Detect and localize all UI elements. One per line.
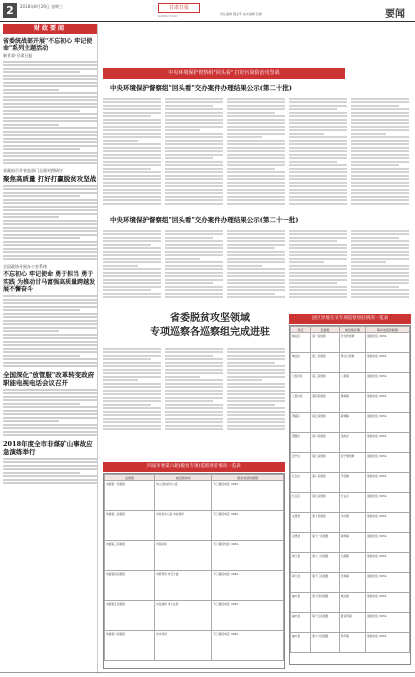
cell-town: 平安镇 [339,473,365,493]
cell-town: 树屏镇 [339,533,365,553]
cell-group: 第九巡察组 [311,493,340,513]
table-right-grid [290,326,410,653]
cell-phone: 值班电话: 0931- [365,493,409,513]
article-2 [3,168,97,260]
article-4 [3,371,97,436]
article-3-body [3,295,97,367]
table-row [291,633,410,653]
env-banner: 中央环境保护督察组"回头看" 打好污染防治攻坚战 [103,68,345,79]
cell-contact: 专门值班电话: 0931- [212,511,284,541]
cell-county: 皋兰县 [291,553,311,573]
cell-group: 市委第一巡察组 [105,481,155,511]
table-row [291,553,410,573]
cell-phone: 值班电话: 0931- [365,373,409,393]
table-right-title: 县区异地交叉专项巡察进驻情况一览表 [289,314,411,324]
th-group: 巡察组 [311,327,340,333]
table-row [291,573,410,593]
notice-1-col-3 [227,96,285,206]
notice-2-col-5 [351,228,409,300]
cell-phone: 值班电话: 0931- [365,593,409,613]
article-2-body [3,185,97,261]
notice-1-col-1 [103,96,161,206]
cell-county: 西固区 [291,413,311,433]
cell-group: 第十巡察组 [311,513,340,533]
notice-2-col-4 [289,228,347,300]
left-ribbon: 财政要闻 [3,24,97,34]
table-row [291,593,410,613]
table-row [291,433,410,453]
article-5-title: 2018年度全市非煤矿山事故应急演练举行 [3,440,93,456]
cell-phone: 值班电话: 0931- [365,613,409,633]
cell-phone: 值班电话: 0931- [365,433,409,453]
paper-subtitle: GANSU DAILY [158,14,178,18]
article-1-body [3,61,97,165]
cell-group: 第四巡察组 [311,393,340,413]
article-5-body [3,458,97,485]
cell-county: 榆中县 [291,613,311,633]
footer-divider [0,672,415,673]
cell-county: 永登县 [291,533,311,553]
header-divider [0,21,415,22]
notice-1-col-4 [289,96,347,206]
notice-1-col-2 [165,96,223,206]
th-county: 县区 [291,327,311,333]
cell-group: 第二巡察组 [311,353,340,373]
cell-group: 第十五巡察组 [311,613,340,633]
cell-county: 红古区 [291,493,311,513]
cell-group: 第十二巡察组 [311,553,340,573]
cell-phone: 值班电话: 0931- [365,393,409,413]
article-4-title: 全国深化"放管服"改革转变政府职能电视电话会议召开 [3,371,95,387]
article-5 [3,440,97,484]
cell-phone: 值班电话: 0931- [365,353,409,373]
cell-town: 青白石街道 [339,353,365,373]
cell-group: 第六巡察组 [311,433,340,453]
th-town: 被巡察乡镇 [339,327,365,333]
cell-phone: 值班电话: 0931- [365,473,409,493]
table-row [291,413,410,433]
cell-county: 永登县 [291,513,311,533]
cell-group: 第十一巡察组 [311,533,340,553]
cell-phone: 值班电话: 0931- [365,333,409,353]
cell-contact: 专门值班电话: 0931- [212,631,284,661]
table-row [291,353,410,373]
editor-line: 责任编辑 魏亚军 美术编辑 张静 [220,12,262,16]
cell-town: 八里镇 [339,373,365,393]
cell-town: 夏官营镇 [339,613,365,633]
cell-group: 第八巡察组 [311,473,340,493]
article-1-title: 省委统战部开展"不忘初心 牢记使命"系列主题活动 [3,38,93,52]
cell-county: 安宁区 [291,453,311,473]
main-article-col-1 [103,346,161,432]
cell-town: 黄峪镇 [339,393,365,413]
cell-town: 和平镇 [339,633,365,653]
cell-group: 市委第六巡察组 [105,631,155,661]
table-left-grid [104,474,284,661]
cell-county: 七里河区 [291,373,311,393]
cell-county: 榆中县 [291,633,311,653]
table-left-title: 四届市委第六轮(脱贫专项)巡察进驻情况一览表 [103,462,285,472]
cell-unit: 市教育局 市卫计委 [155,571,212,601]
cell-phone: 值班电话: 0931- [365,533,409,553]
article-4-body [3,389,97,437]
main-headline [115,312,305,340]
cell-phone: 值班电话: 0931- [365,513,409,533]
table-row [105,571,284,601]
cell-phone: 值班电话: 0931- [365,553,409,573]
cell-town: 城关镇 [339,593,365,613]
cell-group: 第十六巡察组 [311,633,340,653]
cell-group: 市委第四巡察组 [105,571,155,601]
cell-group: 第五巡察组 [311,413,340,433]
cell-town: 伏龙坪街道 [339,333,365,353]
main-headline-line-1: 省委脱贫攻坚领域 [170,313,250,324]
cell-phone: 值班电话: 0931- [365,633,409,653]
th-inspection-group: 巡察组 [105,475,155,481]
cell-town: 红古乡 [339,493,365,513]
cell-county: 红古区 [291,473,311,493]
cell-contact: 专门值班电话: 0931- [212,541,284,571]
cell-county: 城关区 [291,353,311,373]
cell-group: 第七巡察组 [311,453,340,473]
cell-contact: 专门值班电话: 0931- [212,571,284,601]
cell-phone: 值班电话: 0931- [365,453,409,473]
cell-group: 市委第三巡察组 [105,541,155,571]
cell-town: 新城镇 [339,413,365,433]
table-row [291,613,410,633]
main-article-col-2 [165,346,223,432]
paper-masthead: 甘肃日报 [158,3,200,13]
table-row [105,601,284,631]
cell-unit: 市人民政府办公室 [155,481,212,511]
article-3-kicker: 全国政协开展办公室系统 [3,264,47,269]
main-article-col-3 [227,346,285,432]
table-row [291,393,410,413]
cell-unit: 市扶贫办公室 市农牧局 [155,511,212,541]
cell-town: 金沟乡 [339,433,365,453]
cell-group: 第一巡察组 [311,333,340,353]
article-1 [3,38,97,164]
table-left [103,473,285,669]
notice-1-col-5 [351,96,409,206]
cell-group: 第三巡察组 [311,373,340,393]
cell-group: 市委第五巡察组 [105,601,155,631]
article-3-title: 不忘初心 牢记使命 勇于担当 勇于实践 为推动甘马富强高质量跨越发展不懈奋斗 [3,271,96,293]
th-inspected-unit: 被巡察单位 [155,475,212,481]
cell-contact: 专门值班电话: 0931- [212,481,284,511]
date-line: 2018年8月29日 星期三 [20,4,64,9]
table-row [291,373,410,393]
table-row [291,473,410,493]
th-phone: 联系电话和邮箱 [365,327,409,333]
main-headline-line-2: 专项巡察各巡察组完成进驻 [150,327,270,338]
article-1-byline: 新甘肃·甘肃日报 [3,53,33,58]
table-row [291,333,410,353]
cell-group: 市委第二巡察组 [105,511,155,541]
cell-unit: 市水务局 [155,631,212,661]
table-row [291,533,410,553]
table-row [105,481,284,511]
env-notice-1-title: 中央环境保护督察组"回头看"交办案件办理结果公示(第二十批) [110,84,292,92]
cell-group: 第十四巡察组 [311,593,340,613]
cell-county: 榆中县 [291,593,311,613]
cell-town: 忠和镇 [339,573,365,593]
cell-contact: 专门值班电话: 0931- [212,601,284,631]
article-2-title: 聚焦高质量 打好打赢脱贫攻坚战 [3,175,97,183]
cell-county: 西固区 [291,433,311,453]
cell-county: 七里河区 [291,393,311,413]
table-row [291,493,410,513]
cell-unit: 市民政局 [155,541,212,571]
table-row [291,453,410,473]
article-3 [3,264,97,367]
table-right [289,325,411,665]
cell-town: 中川镇 [339,513,365,533]
cell-county: 皋兰县 [291,573,311,593]
left-column [3,24,98,674]
table-row [291,513,410,533]
cell-phone: 值班电话: 0931- [365,413,409,433]
section-title: 要闻 [385,9,405,20]
page-number: 2 [3,3,17,18]
cell-town: 石洞镇 [339,553,365,573]
cell-town: 安宁堡街道 [339,453,365,473]
env-notice-2-title: 中央环境保护督察组"回头看"交办案件办理结果公示(第二十一批) [110,216,299,224]
table-row [105,511,284,541]
table-row [105,631,284,661]
cell-phone: 值班电话: 0931- [365,573,409,593]
th-contact: 联系电话和邮箱 [212,475,284,481]
table-row [105,541,284,571]
cell-unit: 市住建局 市人社局 [155,601,212,631]
cell-county: 城关区 [291,333,311,353]
notice-2-col-1 [103,228,161,300]
page-header [0,0,415,21]
article-2-kicker: 省政府召开省直部门全面对照研讨 [3,168,63,173]
notice-2-col-3 [227,228,285,300]
notice-2-col-2 [165,228,223,300]
cell-group: 第十三巡察组 [311,573,340,593]
